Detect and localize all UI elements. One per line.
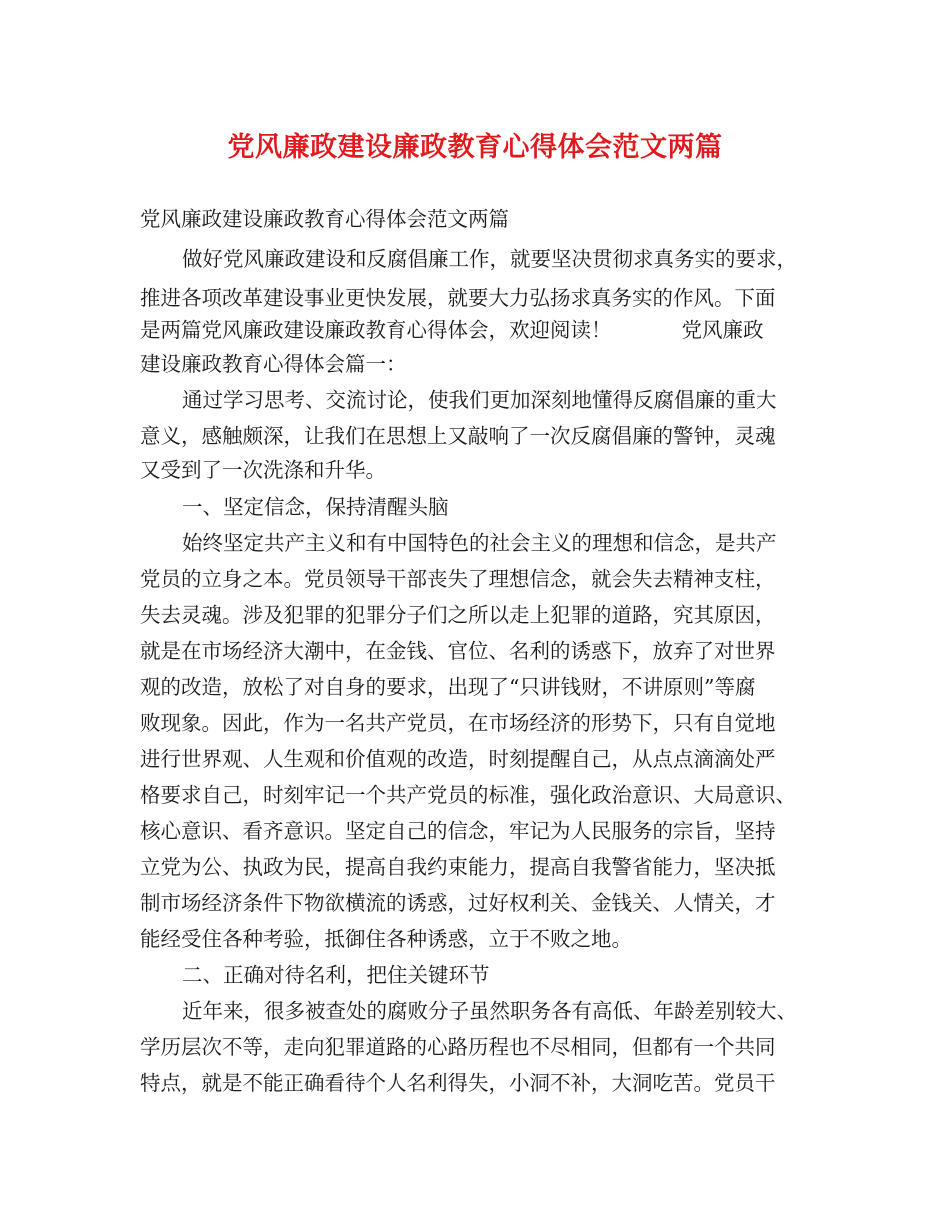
document-title: 党风廉政建设廉政教育心得体会范文两篇	[227, 132, 723, 163]
section-heading-line: 一、坚定信念，保持清醒头脑	[182, 495, 449, 519]
paragraph-line: 制市场经济条件下物欲横流的诱惑，过好权利关、金钱关、人情关，才	[140, 891, 776, 915]
paragraph-line: 立党为公、执政为民，提高自我约束能力，提高自我警省能力，坚决抵	[140, 855, 776, 879]
paragraph-line: 意义，感触颇深，让我们在思想上又敲响了一次反腐倡廉的警钟，灵魂	[140, 424, 776, 448]
paragraph-line: 始终坚定共产主义和有中国特色的社会主义的理想和信念，是共产	[182, 531, 777, 555]
section-heading-line: 二、正确对待名利，把住关键环节	[182, 963, 490, 987]
paragraph-line: 党员的立身之本。党员领导干部丧失了理想信念，就会失去精神支柱，	[140, 567, 776, 591]
paragraph-line: 特点，就是不能正确看待个人名利得失，小洞不补，大洞吃苦。党员干	[140, 1071, 776, 1095]
section-heading-line: 建设廉政教育心得体会篇一：	[140, 352, 407, 376]
paragraph-line: 能经受住各种考验，抵御住各种诱惑，立于不败之地。	[140, 927, 632, 951]
paragraph-line: 又受到了一次洗涤和升华。	[140, 458, 386, 482]
paragraph-line: 失去灵魂。涉及犯罪的犯罪分子们之所以走上犯罪的道路，究其原因，	[140, 603, 776, 627]
paragraph-line: 通过学习思考、交流讨论，使我们更加深刻地懂得反腐倡廉的重大	[182, 388, 777, 412]
paragraph-line: 就是在市场经济大潮中，在金钱、官位、名利的诱惑下，放弃了对世界	[140, 639, 776, 663]
paragraph-line: 推进各项改革建设事业更快发展，就要大力弘扬求真务实的作风。下面	[140, 286, 776, 310]
paragraph-line-with-heading	[140, 315, 764, 345]
paragraph-line: 败现象。因此，作为一名共产党员，在市场经济的形势下，只有自觉地	[140, 711, 776, 735]
paragraph-line: 观的改造，放松了对自身的要求，出现了“只讲钱财，不讲原则”等腐	[140, 675, 756, 699]
paragraph-line: 近年来，很多被查处的腐败分子虽然职务各有高低、年龄差别较大、	[182, 999, 797, 1023]
paragraph-line: 核心意识、看齐意识。坚定自己的信念，牢记为人民服务的宗旨，坚持	[140, 819, 776, 843]
section-heading-part: 党风廉政	[681, 318, 764, 342]
paragraph-line: 做好党风廉政建设和反腐倡廉工作，就要坚决贯彻求真务实的要求，	[182, 247, 797, 271]
paragraph-line: 学历层次不等，走向犯罪道路的心路历程也不尽相同，但都有一个共同	[140, 1035, 776, 1059]
paragraph-text: 是两篇党风廉政建设廉政教育心得体会，欢迎阅读！	[140, 318, 612, 342]
paragraph-line: 进行世界观、人生观和价值观的改造，时刻提醒自己，从点点滴滴处严	[140, 747, 776, 771]
doc-subtitle-line: 党风廉政建设廉政教育心得体会范文两篇	[140, 207, 509, 231]
paragraph-line: 格要求自己，时刻牢记一个共产党员的标准，强化政治意识、大局意识、	[140, 783, 796, 807]
